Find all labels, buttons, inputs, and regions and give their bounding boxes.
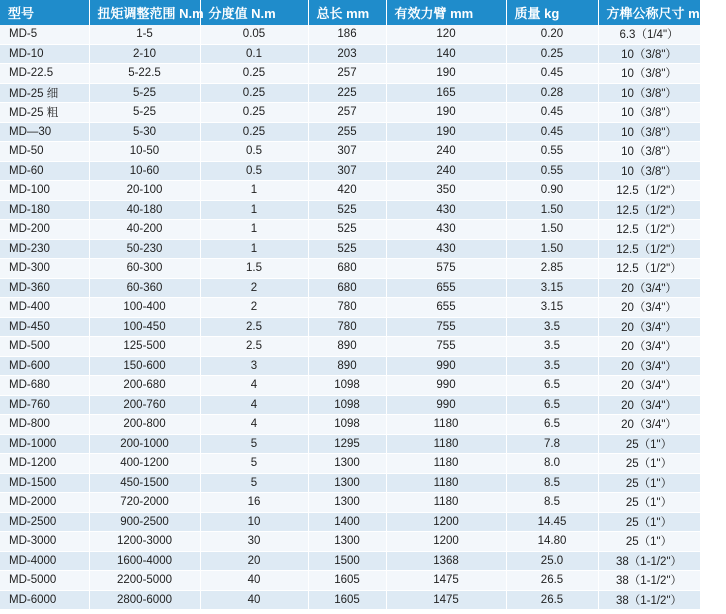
graduation-cell: 5 [200,454,308,474]
torque-range-cell: 150-600 [89,356,200,376]
torque-range-cell: 10-50 [89,142,200,162]
effective-arm-cell: 430 [386,220,506,240]
graduation-cell: 1 [200,239,308,259]
total-length-cell: 1400 [308,512,386,532]
total-length-cell: 203 [308,44,386,64]
torque-range-cell: 200-760 [89,395,200,415]
table-row [0,181,700,201]
square-drive-cell: 12.5（1/2"） [598,200,700,220]
torque-range-cell: 720-2000 [89,493,200,513]
effective-arm-cell: 990 [386,395,506,415]
model-cell: MD-25 细 [0,83,89,103]
mass-cell: 0.45 [506,103,598,123]
square-drive-cell: 20（3/4"） [598,395,700,415]
graduation-cell: 4 [200,415,308,435]
graduation-cell: 2 [200,298,308,318]
table-row [0,103,700,123]
mass-cell: 3.15 [506,278,598,298]
model-cell: MD-4000 [0,551,89,571]
graduation-cell: 1 [200,200,308,220]
total-length-cell: 420 [308,181,386,201]
header-graduation: 分度值 N.m [200,0,308,25]
square-drive-cell: 12.5（1/2"） [598,220,700,240]
square-drive-cell: 25（1"） [598,512,700,532]
graduation-cell: 20 [200,551,308,571]
effective-arm-cell: 430 [386,239,506,259]
square-drive-cell: 25（1"） [598,473,700,493]
mass-cell: 3.5 [506,337,598,357]
torque-range-cell: 60-360 [89,278,200,298]
graduation-cell: 2 [200,278,308,298]
total-length-cell: 525 [308,220,386,240]
mass-cell: 25.0 [506,551,598,571]
torque-range-cell: 125-500 [89,337,200,357]
square-drive-cell: 38（1-1/2"） [598,590,700,610]
square-drive-cell: 20（3/4"） [598,298,700,318]
effective-arm-cell: 140 [386,44,506,64]
total-length-cell: 680 [308,278,386,298]
effective-arm-cell: 1180 [386,454,506,474]
mass-cell: 26.5 [506,571,598,591]
effective-arm-cell: 190 [386,64,506,84]
header-model: 型号 [0,0,89,25]
effective-arm-cell: 1368 [386,551,506,571]
torque-range-cell: 10-60 [89,161,200,181]
total-length-cell: 1500 [308,551,386,571]
torque-range-cell: 50-230 [89,239,200,259]
graduation-cell: 1 [200,181,308,201]
mass-cell: 8.0 [506,454,598,474]
table-row [0,44,700,64]
total-length-cell: 186 [308,25,386,44]
graduation-cell: 0.25 [200,64,308,84]
torque-range-cell: 200-1000 [89,434,200,454]
torque-range-cell: 2-10 [89,44,200,64]
mass-cell: 0.45 [506,64,598,84]
model-cell: MD-6000 [0,590,89,610]
model-cell: MD-400 [0,298,89,318]
mass-cell: 0.20 [506,25,598,44]
table-row [0,122,700,142]
header-torque-range: 扭矩调整范围 N.m [89,0,200,25]
square-drive-cell: 38（1-1/2"） [598,571,700,591]
table-row [0,571,700,591]
total-length-cell: 1300 [308,493,386,513]
table-row [0,532,700,552]
mass-cell: 0.55 [506,161,598,181]
model-cell: MD-1500 [0,473,89,493]
graduation-cell: 0.25 [200,122,308,142]
table-row [0,259,700,279]
effective-arm-cell: 1475 [386,590,506,610]
table-row [0,200,700,220]
graduation-cell: 4 [200,395,308,415]
total-length-cell: 1295 [308,434,386,454]
torque-range-cell: 5-22.5 [89,64,200,84]
model-cell: MD-60 [0,161,89,181]
model-cell: MD-360 [0,278,89,298]
mass-cell: 6.5 [506,376,598,396]
graduation-cell: 40 [200,571,308,591]
table-row [0,434,700,454]
graduation-cell: 1.5 [200,259,308,279]
table-row [0,298,700,318]
square-drive-cell: 10（3/8"） [598,122,700,142]
model-cell: MD—30 [0,122,89,142]
torque-range-cell: 200-800 [89,415,200,435]
table-row [0,395,700,415]
torque-range-cell: 5-25 [89,83,200,103]
mass-cell: 0.45 [506,122,598,142]
total-length-cell: 307 [308,161,386,181]
square-drive-cell: 10（3/8"） [598,161,700,181]
model-cell: MD-300 [0,259,89,279]
model-cell: MD-450 [0,317,89,337]
torque-range-cell: 450-1500 [89,473,200,493]
square-drive-cell: 20（3/4"） [598,278,700,298]
effective-arm-cell: 190 [386,122,506,142]
model-cell: MD-2000 [0,493,89,513]
graduation-cell: 0.05 [200,25,308,44]
total-length-cell: 890 [308,337,386,357]
header-total-length: 总长 mm [308,0,386,25]
torque-range-cell: 60-300 [89,259,200,279]
header-mass: 质量 kg [506,0,598,25]
total-length-cell: 1098 [308,376,386,396]
mass-cell: 8.5 [506,493,598,513]
effective-arm-cell: 430 [386,200,506,220]
model-cell: MD-50 [0,142,89,162]
square-drive-cell: 12.5（1/2"） [598,259,700,279]
torque-range-cell: 20-100 [89,181,200,201]
effective-arm-cell: 755 [386,317,506,337]
total-length-cell: 257 [308,64,386,84]
torque-range-cell: 900-2500 [89,512,200,532]
mass-cell: 0.28 [506,83,598,103]
table-row [0,590,700,610]
total-length-cell: 1300 [308,454,386,474]
model-cell: MD-230 [0,239,89,259]
model-cell: MD-500 [0,337,89,357]
total-length-cell: 1300 [308,473,386,493]
table-row [0,415,700,435]
graduation-cell: 0.25 [200,103,308,123]
effective-arm-cell: 655 [386,278,506,298]
table-row [0,161,700,181]
effective-arm-cell: 1475 [386,571,506,591]
header-row [0,0,700,25]
effective-arm-cell: 240 [386,142,506,162]
mass-cell: 3.15 [506,298,598,318]
square-drive-cell: 10（3/8"） [598,103,700,123]
square-drive-cell: 6.3（1/4"） [598,25,700,44]
square-drive-cell: 20（3/4"） [598,317,700,337]
mass-cell: 0.90 [506,181,598,201]
total-length-cell: 1605 [308,590,386,610]
model-cell: MD-1000 [0,434,89,454]
mass-cell: 6.5 [506,415,598,435]
total-length-cell: 257 [308,103,386,123]
square-drive-cell: 10（3/8"） [598,142,700,162]
graduation-cell: 0.25 [200,83,308,103]
square-drive-cell: 25（1"） [598,532,700,552]
torque-range-cell: 1-5 [89,25,200,44]
model-cell: MD-2500 [0,512,89,532]
square-drive-cell: 12.5（1/2"） [598,239,700,259]
mass-cell: 26.5 [506,590,598,610]
graduation-cell: 16 [200,493,308,513]
graduation-cell: 30 [200,532,308,552]
total-length-cell: 525 [308,200,386,220]
effective-arm-cell: 165 [386,83,506,103]
table-row [0,473,700,493]
square-drive-cell: 10（3/8"） [598,83,700,103]
model-cell: MD-100 [0,181,89,201]
table-row [0,64,700,84]
effective-arm-cell: 1180 [386,415,506,435]
square-drive-cell: 20（3/4"） [598,356,700,376]
model-cell: MD-680 [0,376,89,396]
mass-cell: 14.45 [506,512,598,532]
square-drive-cell: 20（3/4"） [598,337,700,357]
effective-arm-cell: 990 [386,376,506,396]
effective-arm-cell: 350 [386,181,506,201]
total-length-cell: 1098 [308,395,386,415]
square-drive-cell: 25（1"） [598,454,700,474]
torque-range-cell: 2800-6000 [89,590,200,610]
square-drive-cell: 20（3/4"） [598,376,700,396]
mass-cell: 1.50 [506,220,598,240]
total-length-cell: 1098 [308,415,386,435]
table-row [0,493,700,513]
model-cell: MD-200 [0,220,89,240]
header-square-drive: 方榫公称尺寸 mm/in [598,0,700,25]
graduation-cell: 2.5 [200,317,308,337]
torque-range-cell: 200-680 [89,376,200,396]
square-drive-cell: 25（1"） [598,493,700,513]
graduation-cell: 3 [200,356,308,376]
effective-arm-cell: 1200 [386,532,506,552]
mass-cell: 6.5 [506,395,598,415]
torque-range-cell: 40-180 [89,200,200,220]
square-drive-cell: 10（3/8"） [598,64,700,84]
square-drive-cell: 25（1"） [598,434,700,454]
table-row [0,278,700,298]
mass-cell: 8.5 [506,473,598,493]
mass-cell: 3.5 [506,356,598,376]
mass-cell: 7.8 [506,434,598,454]
torque-range-cell: 100-450 [89,317,200,337]
table-row [0,239,700,259]
effective-arm-cell: 990 [386,356,506,376]
table-row [0,142,700,162]
table-row [0,317,700,337]
mass-cell: 1.50 [506,239,598,259]
mass-cell: 0.55 [506,142,598,162]
total-length-cell: 1300 [308,532,386,552]
torque-range-cell: 1600-4000 [89,551,200,571]
effective-arm-cell: 1180 [386,473,506,493]
model-cell: MD-800 [0,415,89,435]
model-cell: MD-10 [0,44,89,64]
effective-arm-cell: 120 [386,25,506,44]
table-row [0,376,700,396]
table-row [0,337,700,357]
model-cell: MD-22.5 [0,64,89,84]
model-cell: MD-5 [0,25,89,44]
graduation-cell: 2.5 [200,337,308,357]
effective-arm-cell: 240 [386,161,506,181]
table-body [0,25,700,610]
effective-arm-cell: 1180 [386,434,506,454]
mass-cell: 14.80 [506,532,598,552]
total-length-cell: 225 [308,83,386,103]
square-drive-cell: 10（3/8"） [598,44,700,64]
graduation-cell: 0.5 [200,161,308,181]
total-length-cell: 307 [308,142,386,162]
mass-cell: 1.50 [506,200,598,220]
total-length-cell: 1605 [308,571,386,591]
total-length-cell: 525 [308,239,386,259]
graduation-cell: 4 [200,376,308,396]
graduation-cell: 0.5 [200,142,308,162]
table-row [0,454,700,474]
model-cell: MD-760 [0,395,89,415]
table-row [0,220,700,240]
torque-range-cell: 5-25 [89,103,200,123]
torque-range-cell: 100-400 [89,298,200,318]
effective-arm-cell: 1180 [386,493,506,513]
model-cell: MD-5000 [0,571,89,591]
graduation-cell: 5 [200,473,308,493]
effective-arm-cell: 655 [386,298,506,318]
torque-range-cell: 1200-3000 [89,532,200,552]
graduation-cell: 5 [200,434,308,454]
total-length-cell: 255 [308,122,386,142]
total-length-cell: 780 [308,298,386,318]
model-cell: MD-600 [0,356,89,376]
model-cell: MD-180 [0,200,89,220]
effective-arm-cell: 190 [386,103,506,123]
graduation-cell: 1 [200,220,308,240]
effective-arm-cell: 575 [386,259,506,279]
model-cell: MD-3000 [0,532,89,552]
mass-cell: 2.85 [506,259,598,279]
torque-range-cell: 400-1200 [89,454,200,474]
effective-arm-cell: 1200 [386,512,506,532]
square-drive-cell: 20（3/4"） [598,415,700,435]
effective-arm-cell: 755 [386,337,506,357]
table-row [0,551,700,571]
square-drive-cell: 38（1-1/2"） [598,551,700,571]
torque-range-cell: 2200-5000 [89,571,200,591]
mass-cell: 0.25 [506,44,598,64]
table-row [0,356,700,376]
table-row [0,83,700,103]
torque-range-cell: 40-200 [89,220,200,240]
table-row [0,512,700,532]
table-row [0,25,700,44]
header-effective-arm: 有效力臂 mm [386,0,506,25]
model-cell: MD-25 粗 [0,103,89,123]
total-length-cell: 680 [308,259,386,279]
total-length-cell: 780 [308,317,386,337]
graduation-cell: 40 [200,590,308,610]
graduation-cell: 0.1 [200,44,308,64]
total-length-cell: 890 [308,356,386,376]
torque-range-cell: 5-30 [89,122,200,142]
square-drive-cell: 12.5（1/2"） [598,181,700,201]
graduation-cell: 10 [200,512,308,532]
mass-cell: 3.5 [506,317,598,337]
model-cell: MD-1200 [0,454,89,474]
